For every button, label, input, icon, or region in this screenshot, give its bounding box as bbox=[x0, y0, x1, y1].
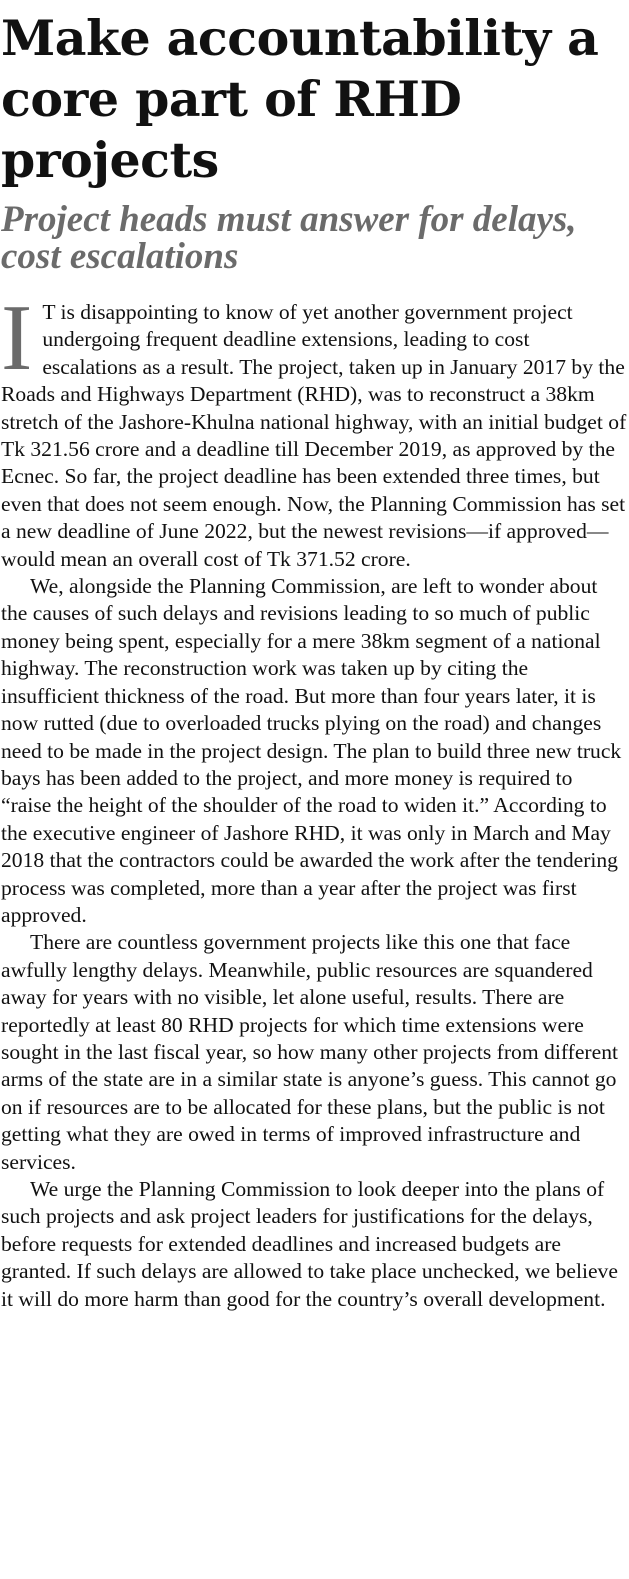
paragraph-2: We, alongside the Planning Commission, are left to wonder about the causes of such delays and revisions leading to so much of public money being spent, especially for a mere 38km segment of a national highway. The reconstruction work was taken up by citing the insufficient thickness of the road. But more than four years later, it is now rutted (due to overloaded trucks plying on the road) and changes need to be made in the project design. The plan to build three new truck bays has been added to the project, and more money is required to “raise the height of the shoulder of the road to widen it.” According to the executive engineer of Jashore RHD, it was only in March and May 2018 that the contractors could be awarded the work after the tendering process was completed, more than a year after the project was first approved. bbox=[1, 574, 622, 927]
subheadline: Project heads must answer for delays, cost escalations bbox=[1, 199, 577, 277]
paragraph-3: There are countless government projects like this one that face awfully lengthy delays. Meanwhile, public resources are squandered away for years with no visible, let alone useful, results. There are reportedly at least 80 RHD projects for which time extensions were sought in the last fiscal year, so how many other projects from different arms of the state are in a similar state is anyone’s guess. This cannot go on if resources are to be allocated for these plans, but the public is not getting what they are owed in terms of improved infrastructure and services. bbox=[1, 930, 618, 1174]
drop-cap: I bbox=[1, 286, 33, 390]
article-body bbox=[1, 286, 627, 1313]
paragraph-1-text: T is disappointing to know of yet another government project undergoing frequent deadline extensions, leading to cost escalations as a result. The project, taken up in January 2017 by the Roads and Highways Department (RHD), was to reconstruct a 38km stretch of the Jashore-Khulna national highway, with an initial budget of Tk 321.56 crore and a deadline till December 2019, as approved by the Ecnec. So far, the project deadline has been extended three times, but even that does not seem enough. Now, the Planning Commission has set a new deadline of June 2022, but the newest revisions—if approved—would mean an overall cost of Tk 371.52 crore. bbox=[1, 300, 627, 571]
headline: Make accountability a core part of RHD projects bbox=[1, 9, 599, 189]
paragraph-4: We urge the Planning Commission to look deeper into the plans of such projects and ask project leaders for justifications for the delays, before requests for extended deadlines and increased budgets are granted. If such delays are allowed to take place unchecked, we believe it will do more harm than good for the country’s overall development. bbox=[1, 1177, 618, 1311]
paragraph-1 bbox=[1, 286, 627, 573]
